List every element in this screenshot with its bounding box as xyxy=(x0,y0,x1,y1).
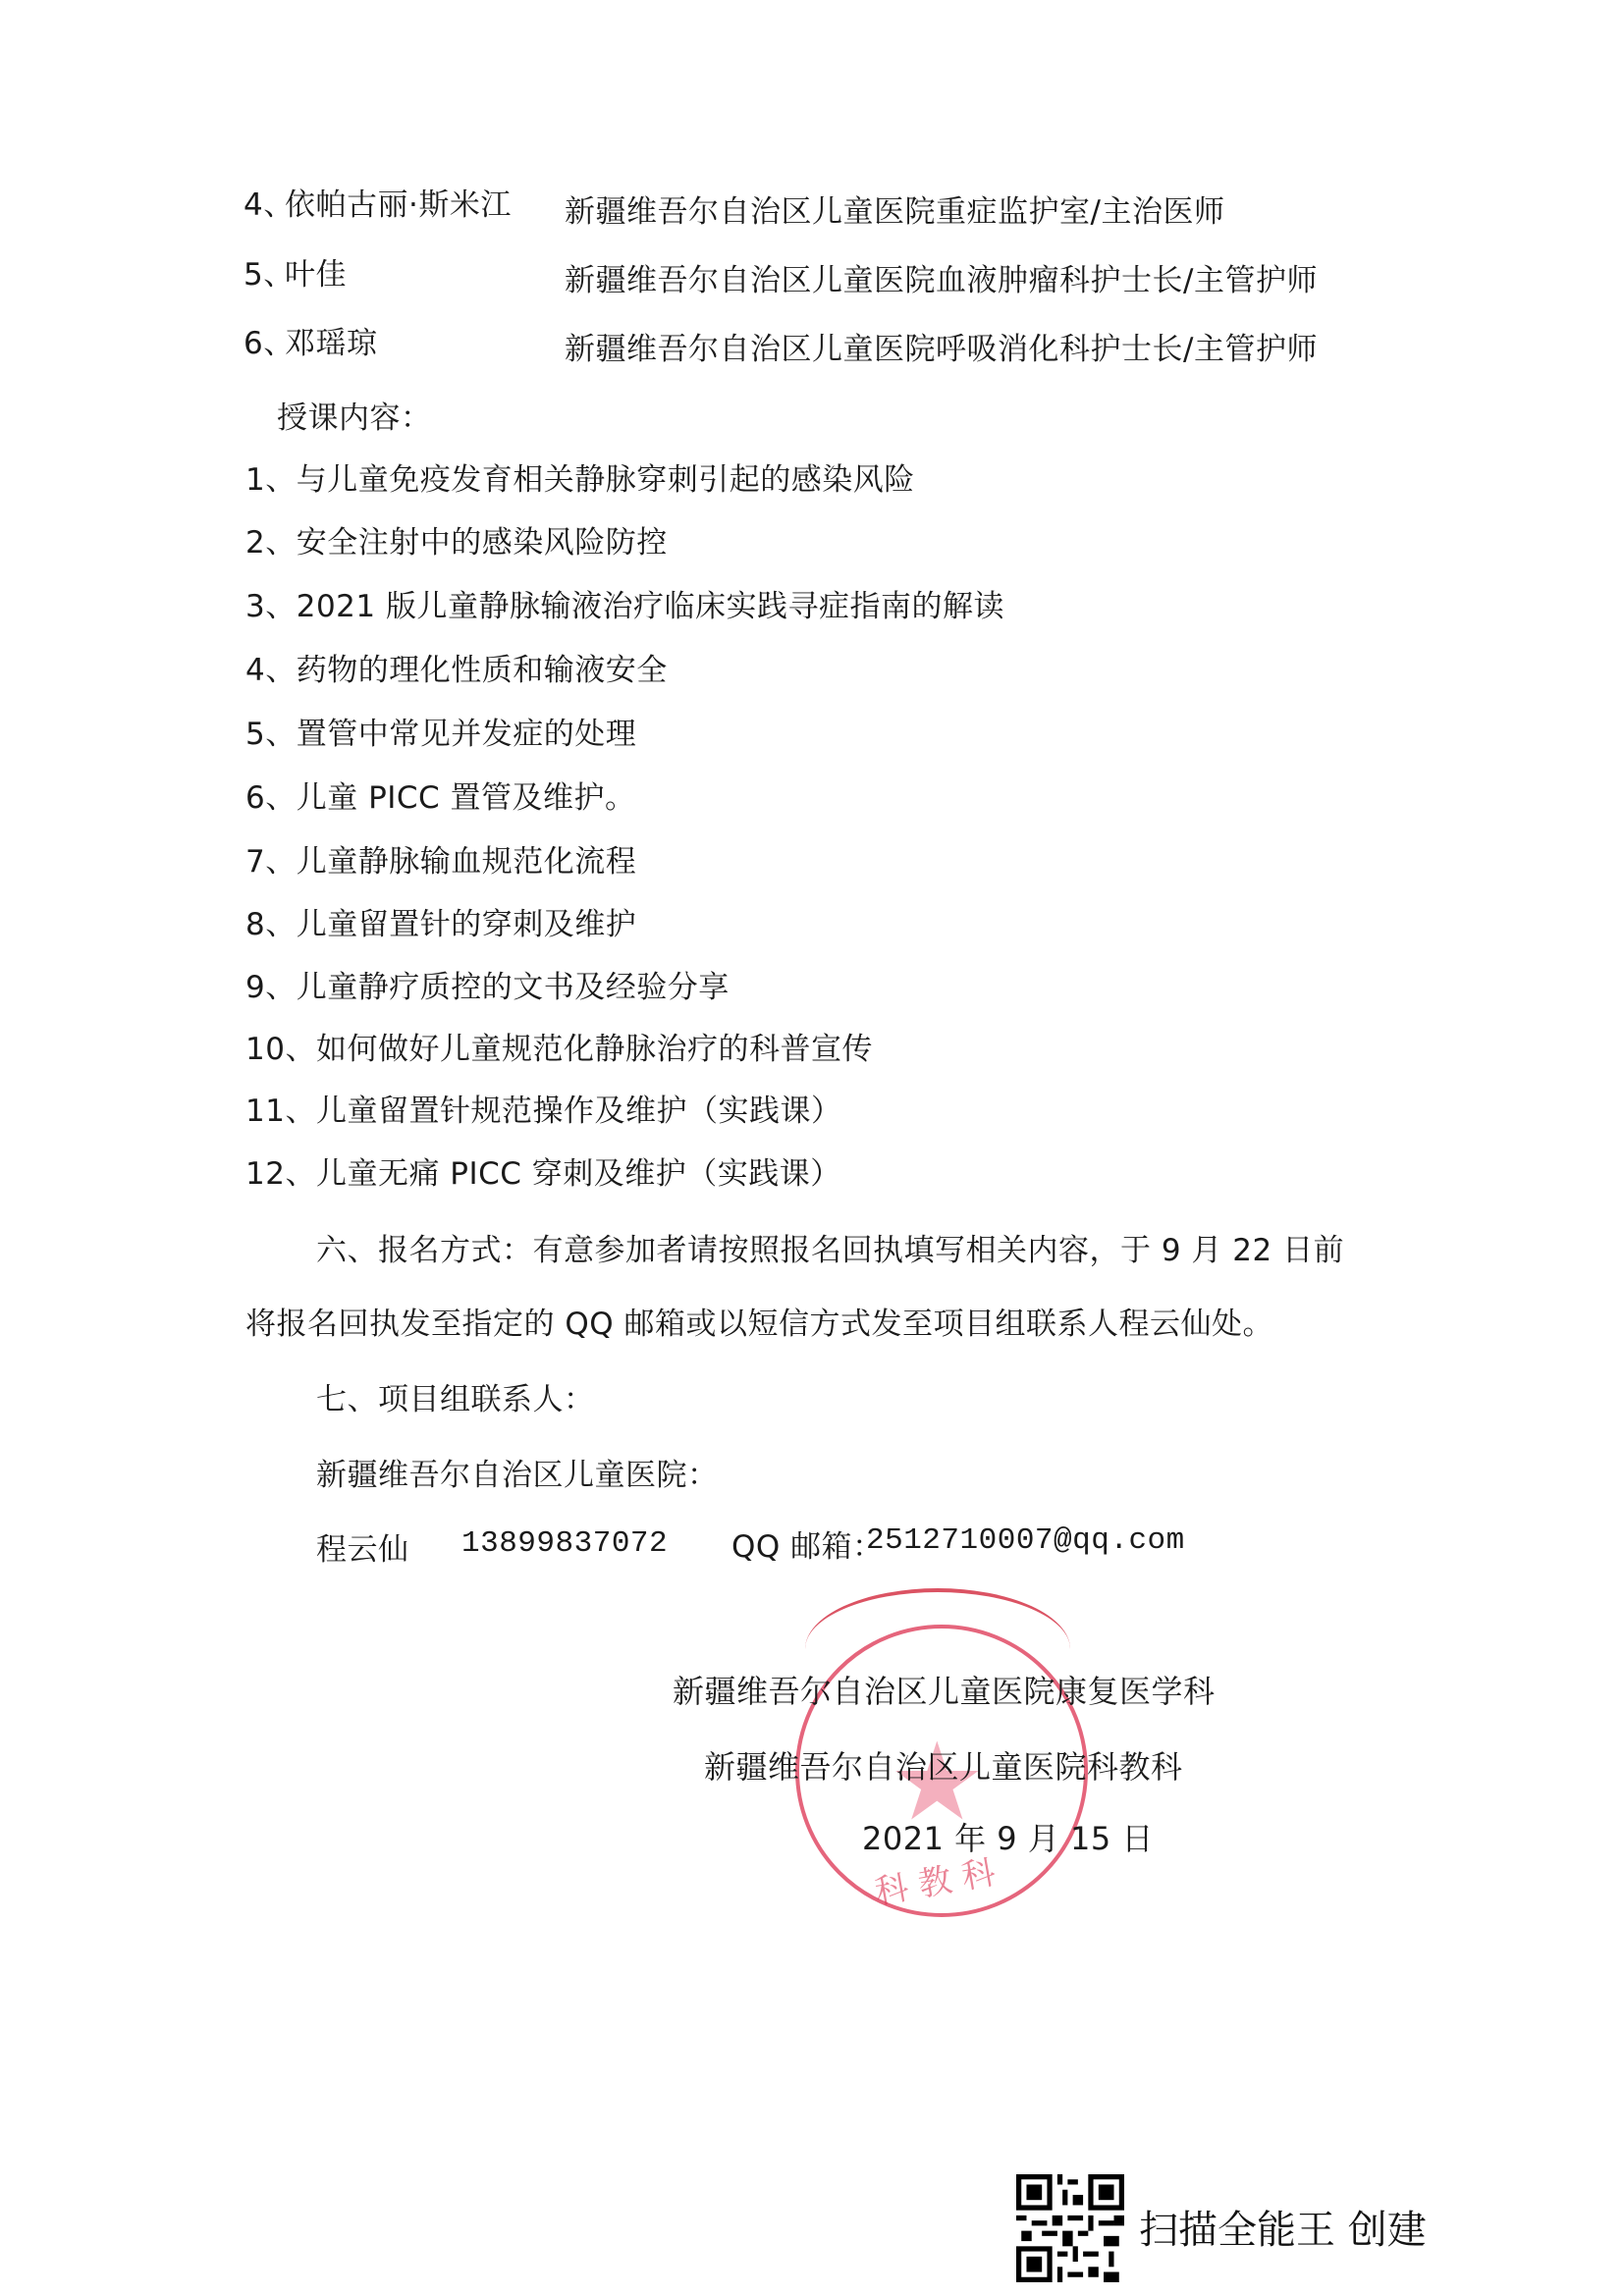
course-heading: 授课内容： xyxy=(277,400,432,436)
course-item: 9、儿童静疗质控的文书及经验分享 xyxy=(245,970,730,1005)
course-item: 5、置管中常见并发症的处理 xyxy=(245,717,637,752)
course-item: 6、儿童 PICC 置管及维护。 xyxy=(245,780,636,816)
contact-name: 程云仙 xyxy=(316,1532,409,1568)
instructor-index: 4、 xyxy=(243,187,295,223)
contact-phone: 13899837072 xyxy=(461,1526,669,1561)
signature-dept: 新疆维吾尔自治区儿童医院科教科 xyxy=(704,1748,1183,1786)
course-item: 3、2021 版儿童静脉输液治疗临床实践寻症指南的解读 xyxy=(245,589,1004,624)
course-item: 2、安全注射中的感染风险防控 xyxy=(245,525,668,561)
contact-email[interactable]: 2512710007@qq.com xyxy=(866,1523,1185,1558)
registration-line: 将报名回执发至指定的 QQ 邮箱或以短信方式发至项目组联系人程云仙处。 xyxy=(245,1307,1274,1342)
signature-dept: 新疆维吾尔自治区儿童医院康复医学科 xyxy=(673,1673,1216,1710)
course-item: 8、儿童留置针的穿刺及维护 xyxy=(245,907,637,942)
instructor-name: 依帕古丽·斯米江 xyxy=(285,187,512,223)
course-item: 1、与儿童免疫发育相关静脉穿刺引起的感染风险 xyxy=(245,462,915,498)
contact-heading: 七、项目组联系人： xyxy=(316,1382,595,1417)
instructor-title: 新疆维吾尔自治区儿童医院重症监护室/主治医师 xyxy=(565,194,1225,230)
instructor-title: 新疆维吾尔自治区儿童医院呼吸消化科护士长/主管护师 xyxy=(565,332,1318,367)
course-item: 7、儿童静脉输血规范化流程 xyxy=(245,844,637,880)
qr-code-icon xyxy=(1016,2174,1124,2282)
instructor-name: 邓瑶琼 xyxy=(285,326,378,361)
course-item: 11、儿童留置针规范操作及维护（实践课） xyxy=(245,1094,842,1129)
stamp-bottom-text: 科 教 科 xyxy=(872,1852,999,1913)
star-icon: ★ xyxy=(889,1719,986,1844)
signature-date: 2021 年 9 月 15 日 xyxy=(862,1820,1154,1857)
contact-email-label: QQ 邮箱： xyxy=(731,1529,884,1565)
instructor-index: 5、 xyxy=(243,257,295,293)
instructor-name: 叶佳 xyxy=(285,257,347,293)
instructor-index: 6、 xyxy=(243,326,295,361)
contact-org: 新疆维吾尔自治区儿童医院： xyxy=(316,1458,719,1493)
course-item: 10、如何做好儿童规范化静脉治疗的科普宣传 xyxy=(245,1032,873,1067)
course-item: 4、药物的理化性质和输液安全 xyxy=(245,653,668,688)
scanner-watermark: 扫描全能王 创建 xyxy=(1139,2208,1427,2253)
instructor-title: 新疆维吾尔自治区儿童医院血液肿瘤科护士长/主管护师 xyxy=(565,263,1318,298)
registration-line: 六、报名方式：有意参加者请按照报名回执填写相关内容，于 9 月 22 日前 xyxy=(316,1233,1345,1268)
course-item: 12、儿童无痛 PICC 穿刺及维护（实践课） xyxy=(245,1156,841,1192)
